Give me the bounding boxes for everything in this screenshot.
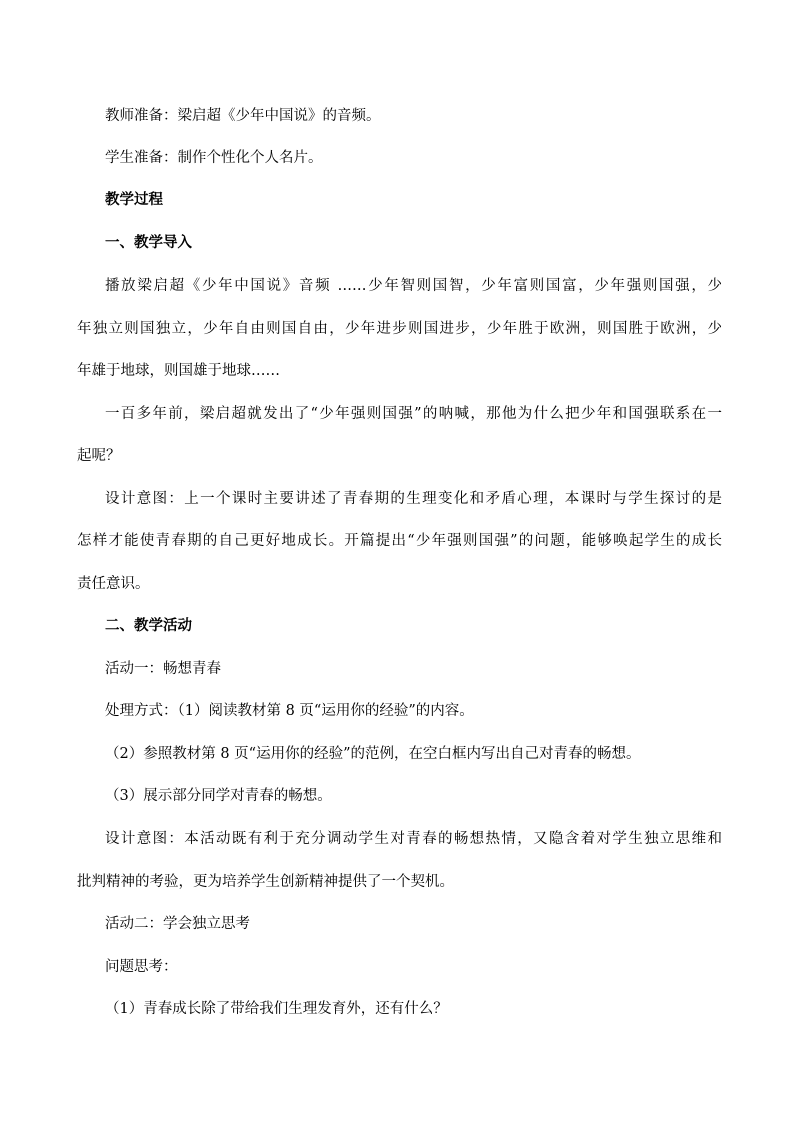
design-intent-1-line-2: 怎样才能使青春期的自己更好地成长。开篇提出“少年强则国强”的问题，能够唤起学生的成长 — [77, 533, 722, 549]
activity-one-step-2: （2）参照教材第 8 页“运用你的经验”的范例，在空白框内写出自己对青春的畅想。 — [105, 746, 641, 762]
activity-one-title: 活动一：畅想青春 — [105, 661, 221, 677]
teacher-prep-line: 教师准备：梁启超《少年中国说》的音频。 — [105, 108, 381, 124]
design-intent-2-line-1: 设计意图：本活动既有利于充分调动学生对青春的畅想热情，又隐含着对学生独立思维和 — [105, 831, 722, 847]
question-item-1: （1）青春成长除了带给我们生理发育外，还有什么？ — [105, 1001, 448, 1017]
section-heading-process: 教学过程 — [105, 192, 163, 208]
section-heading-intro: 一、教学导入 — [105, 235, 192, 251]
section-heading-activities: 二、教学活动 — [105, 618, 192, 634]
intro-paragraph-line-1: 播放梁启超《少年中国说》音频 ……少年智则国智，少年富则国富，少年强则国强，少 — [105, 278, 722, 294]
intro-paragraph-line-3: 年雄于地球，则国雄于地球…… — [77, 363, 280, 379]
activity-one-step-3: （3）展示部分同学对青春的畅想。 — [105, 788, 332, 804]
intro-paragraph-line-2: 年独立则国独立，少年自由则国自由，少年进步则国进步，少年胜于欧洲，则国胜于欧洲，少 — [77, 321, 722, 337]
activity-one-step-1: 处理方式：（1）阅读教材第 8 页“运用你的经验”的内容。 — [105, 703, 474, 719]
question-paragraph-line-1: 一百多年前，梁启超就发出了“少年强则国强”的呐喊，那他为什么把少年和国强联系在一 — [105, 406, 722, 422]
activity-two-title: 活动二：学会独立思考 — [105, 916, 250, 932]
design-intent-2-line-2: 批判精神的考验，更为培养学生创新精神提供了一个契机。 — [77, 874, 454, 890]
student-prep-line: 学生准备：制作个性化个人名片。 — [105, 150, 323, 166]
design-intent-1-line-1: 设计意图：上一个课时主要讲述了青春期的生理变化和矛盾心理，本课时与学生探讨的是 — [105, 491, 722, 507]
question-paragraph-line-2: 起呢？ — [77, 448, 121, 464]
question-think-label: 问题思考： — [105, 959, 178, 975]
design-intent-1-line-3: 责任意识。 — [77, 576, 150, 592]
